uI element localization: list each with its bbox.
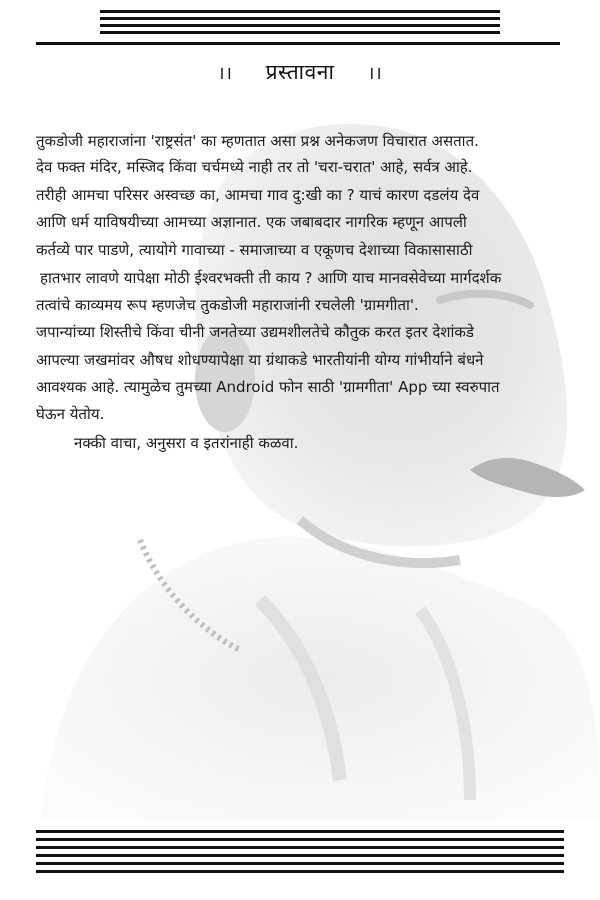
preface-line: जपान्यांच्या शिस्तीचे किंवा चीनी जनतेच्या उद्यमशीलतेचे कौतुक करत इतर देशांकडे [36, 323, 474, 341]
preface-line: कर्तव्ये पार पाडणे, त्यायोगे गावाच्या - समाजाच्या व एकूणच देशाच्या विकासासाठी [36, 241, 473, 259]
preface-line: आवश्यक आहे. त्यामुळेच तुमच्या Android फोन साठी 'ग्रामगीता' App च्या स्वरुपात [36, 378, 500, 396]
bottom-rule-2 [36, 838, 564, 841]
preface-line: तत्वांचे काव्यमय रूप म्हणजेच तुकडोजी महाराजांनी रचलेली 'ग्रामगीता'. [36, 296, 419, 314]
preface-line: तुकडोजी महाराजांना 'राष्ट्रसंत' का म्हणतात असा प्रश्न अनेकजण विचारात असतात. [36, 132, 479, 150]
preface-closing-line: नक्की वाचा, अनुसरा व इतरांनाही कळवा. [74, 434, 299, 452]
top-rule-wide [36, 42, 560, 45]
heading-right-mark: ।। [367, 63, 383, 84]
preface-line: देव फक्त मंदिर, मस्जिद किंवा चर्चमध्ये नाही तर तो 'चरा-चरात' आहे, सर्वत्र आहे. [36, 158, 473, 176]
heading-left-mark: ।। [217, 63, 233, 84]
preface-line: आणि धर्म याविषयीच्या आमच्या अज्ञानात. एक जबाबदार नागरिक म्हणून आपली [36, 213, 467, 231]
page-heading [0, 58, 600, 86]
preface-line: घेऊन येतोय. [36, 405, 105, 423]
top-rule-1 [100, 10, 500, 13]
page-title: प्रस्तावना [265, 60, 335, 84]
top-rule-2 [100, 17, 500, 20]
preface-line: हातभार लावणे यापेक्षा मोठी ईश्वरभक्ती ती काय ? आणि याच मानवसेवेच्या मार्गदर्शक [40, 269, 502, 287]
bottom-rule-1 [36, 830, 564, 833]
bottom-rule-6 [36, 870, 564, 873]
top-rule-3 [100, 24, 500, 27]
bottom-rule-4 [36, 854, 564, 857]
preface-line: आपल्या जखमांवर औषध शोधण्यापेक्षा या ग्रंथाकडे भारतीयांनी योग्य गांभीर्याने बंधने [36, 351, 484, 369]
bottom-rule-5 [36, 862, 564, 865]
preface-line: तरीही आमचा परिसर अस्वच्छ का, आमचा गाव दु:खी का ? याचं कारण दडलंय देव [36, 186, 480, 204]
top-rule-4 [100, 31, 500, 34]
bottom-rule-3 [36, 846, 564, 849]
